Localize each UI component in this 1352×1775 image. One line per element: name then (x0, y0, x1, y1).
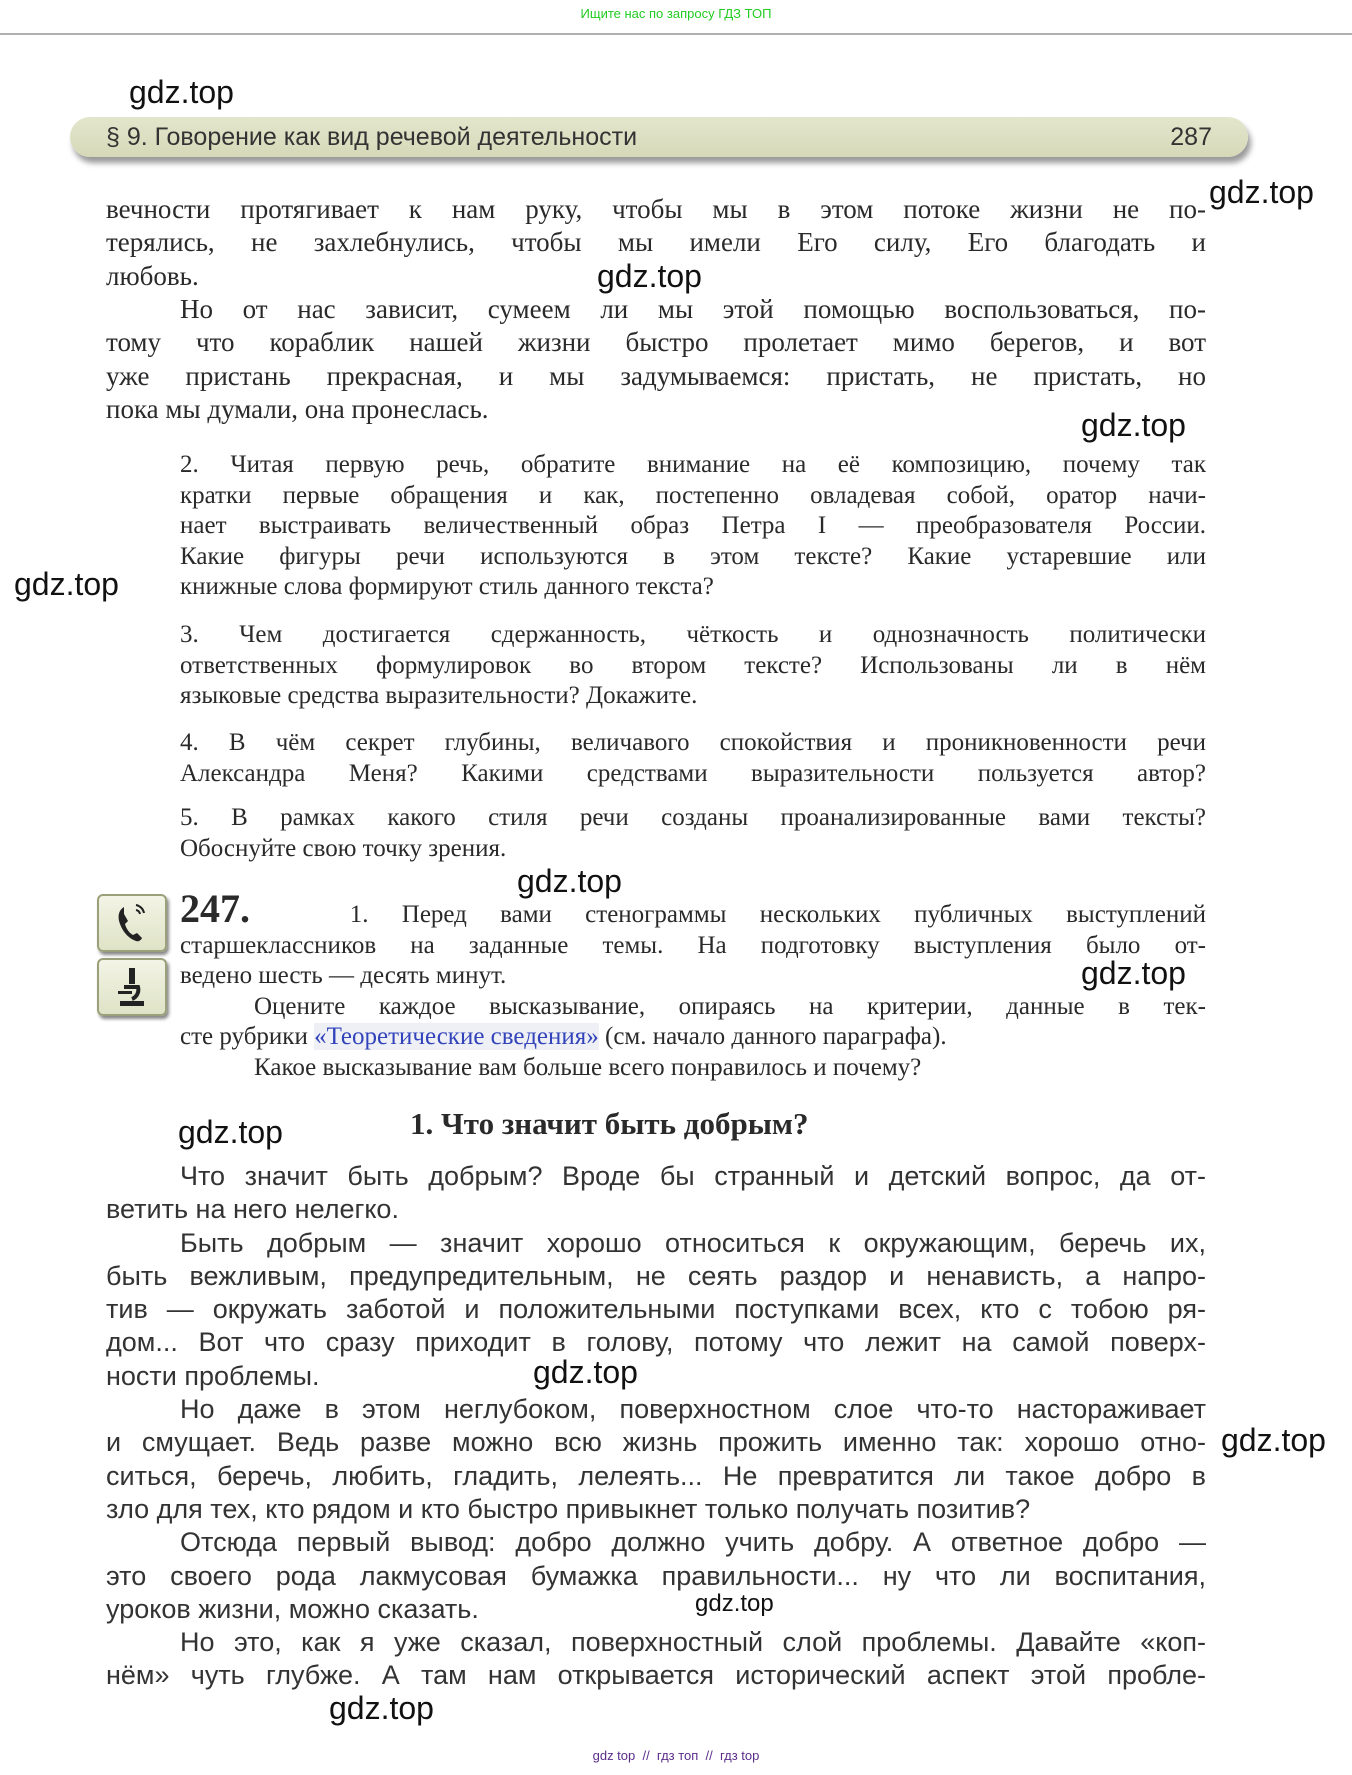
text-line: книжные слова формируют стиль данного текста? (180, 573, 714, 600)
section-title: § 9. Говорение как вид речевой деятельности (106, 123, 638, 151)
paragraph-2 (106, 293, 1206, 427)
text-line: сте рубрики (180, 1023, 315, 1050)
question-3 (180, 620, 1206, 712)
watermark: gdz.top (14, 566, 119, 602)
microscope-icon (97, 958, 167, 1016)
text-line: зло для тех, кто рядом и кто быстро привыкнет только получать позитив? (106, 1493, 1031, 1524)
phone-icon (97, 894, 167, 952)
text-line: вечности протягивает к нам руку, чтобы мы в этом потоке жизни не по- (106, 194, 1206, 224)
text-line: языковые средства выразительности? Докажите. (180, 682, 698, 709)
text-line: терялись, не захлебнулись, чтобы мы имели Его силу, Его благодать и (106, 227, 1206, 258)
footer-links: gdz top // гдз топ // гдз top (592, 1748, 760, 1763)
section-header (70, 117, 1248, 157)
text-line: Обоснуйте свою точку зрения. (180, 834, 507, 862)
watermark: gdz.top (1081, 955, 1186, 991)
exercise-247 (180, 886, 1207, 1083)
text-line: 2. Читая первую речь, обратите внимание на её композицию, почему так (180, 451, 1206, 478)
text-line: Оцените каждое высказывание, опираясь на критерии, данные в тек- (254, 992, 1206, 1020)
text-line: ситься, беречь, любить, гладить, лелеять... Не превратится ли такое добро в (106, 1460, 1206, 1491)
watermark: gdz.top (329, 1690, 434, 1726)
page-number: 287 (1170, 123, 1212, 151)
text-line: и смущает. Ведь разве можно всю жизнь прожить именно так: хорошо отно- (106, 1427, 1206, 1458)
question-5 (180, 803, 1206, 864)
question-2 (180, 450, 1206, 603)
text-line: любовь. (106, 260, 199, 291)
text-line: Но даже в этом неглубоком, поверхностном слое что-то настораживает (180, 1394, 1206, 1425)
text-line: это своего рода лакмусовая бумажка правильности... ну что ли воспитания, (106, 1560, 1206, 1591)
question-4 (180, 728, 1206, 789)
watermark: gdz.top (1209, 174, 1314, 210)
divider (0, 33, 1352, 35)
text-line: (см. начало данного параграфа). (598, 1023, 947, 1050)
text-line: 3. Чем достигается сдержанность, чёткость и однозначность политически (180, 621, 1206, 648)
theory-link[interactable]: «Теоретические сведения» (314, 1023, 599, 1050)
text-line: 5. В рамках какого стиля речи созданы проанализированные вами тексты? (180, 804, 1206, 831)
text-line: Но от нас зависит, сумеем ли мы этой помощью воспользоваться, по- (180, 294, 1206, 324)
text-line: старшеклассников на заданные темы. На подготовку выступления было от- (180, 931, 1206, 959)
text-line: нём» чуть глубже. А там нам открывается исторический аспект этой пробле- (106, 1660, 1206, 1691)
text-line: 4. В чём секрет глубины, величавого спокойствия и проникновенности речи (180, 729, 1206, 756)
watermark: gdz.top (129, 74, 234, 110)
watermark: gdz.top (695, 1590, 774, 1617)
essay-heading: 1. Что значит быть добрым? (410, 1106, 809, 1141)
text-line: Какие фигуры речи используются в этом тексте? Какие устаревшие или (180, 542, 1206, 570)
text-line: ности проблемы. (106, 1360, 320, 1391)
text-line: Отсюда первый вывод: добро должно учить добру. А ответное добро — (180, 1527, 1206, 1558)
text-line: Что значит быть добрым? Вроде бы странный и детский вопрос, да от- (180, 1161, 1206, 1191)
text-line: пока мы думали, она пронеслась. (106, 394, 489, 425)
text-line: 1. Перед вами стенограммы нескольких публичных выступлений (349, 901, 1207, 928)
text-line: Но это, как я уже сказал, поверхностный слой проблемы. Давайте «коп- (180, 1627, 1206, 1658)
search-banner: Ищите нас по запросу ГДЗ ТОП (580, 6, 772, 21)
text-line: ведено шесть — десять минут. (180, 962, 507, 989)
text-line: тив — окружать заботой и положительными поступками всех, кто с тобою ря- (106, 1294, 1206, 1325)
text-line: уже пристань прекрасная, и мы задумываемся: пристать, не пристать, но (106, 360, 1206, 391)
text-line: ветить на него нелегко. (106, 1194, 399, 1225)
text-line: быть вежливым, предупредительным, не сеять раздор и ненависть, а напро- (106, 1260, 1206, 1291)
text-line: уроков жизни, можно сказать. (106, 1593, 479, 1624)
watermark: gdz.top (597, 258, 702, 294)
text-line: нает выстраивать величественный образ Петра I — преобразователя России. (180, 512, 1206, 539)
watermark: gdz.top (1081, 407, 1186, 443)
essay-text (106, 1160, 1206, 1693)
watermark: gdz.top (517, 863, 622, 899)
text-line: Быть добрым — значит хорошо относиться к окружающим, беречь их, (180, 1227, 1206, 1258)
watermark: gdz.top (533, 1354, 638, 1390)
text-line: ответственных формулировок во втором тексте? Использованы ли в нём (180, 651, 1206, 679)
text-line: Александра Меня? Какими средствами выразительности пользуется автор? (180, 759, 1206, 787)
text-line: Какое высказывание вам больше всего понравилось и почему? (254, 1053, 922, 1081)
text-line: кратки первые обращения и как, постепенно овладевая собой, оратор начи- (180, 481, 1206, 509)
text-line: тому что кораблик нашей жизни быстро пролетает мимо берегов, и вот (106, 327, 1206, 358)
watermark: gdz.top (1221, 1422, 1326, 1458)
text-line: дом... Вот что сразу приходит в голову, потому что лежит на самой поверх- (106, 1327, 1206, 1358)
watermark: gdz.top (178, 1114, 283, 1150)
exercise-number: 247. (180, 886, 250, 931)
